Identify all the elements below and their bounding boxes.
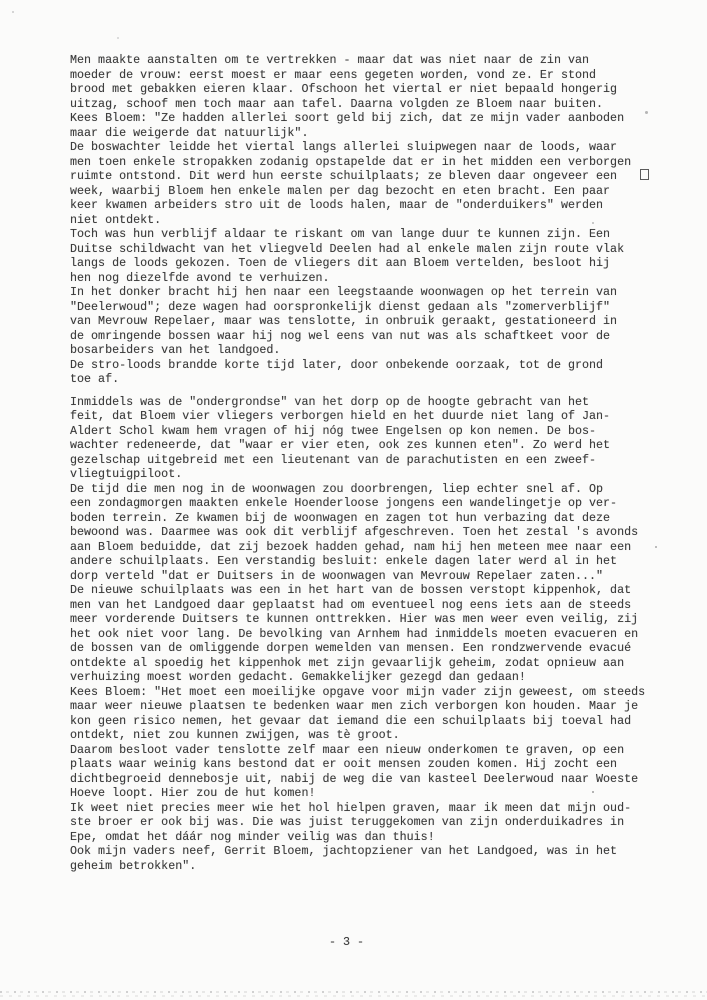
- page-number: - 3 -: [329, 935, 365, 949]
- scan-speck: [592, 222, 594, 224]
- scan-noise-line: [0, 995, 707, 997]
- scan-speck: [117, 37, 119, 39]
- paragraph: Men maakte aanstalten om te vertrekken - maar dat was niet naar de zin van moeder de vrouw: eerst moest er maar eens gegeten worden, vond ze. Er stond brood met gebakken eieren klaar. Ofschoon het viertal er niet bepaald hongerig uitzag, schoof men toch maar aan tafel. Daarna volgden ze Bloem naar buiten. Kees Bloem: "Ze hadden allerlei soort geld bij zich, dat ze mijn vader aanboden maar die weigerde dat natuurlijk".: [70, 53, 625, 140]
- scan-speck: [12, 11, 14, 13]
- paragraph: De stro-loods brandde korte tijd later, door onbekende oorzaak, tot de grond toe af.: [70, 357, 604, 386]
- paragraph: Ook mijn vaders neef, Gerrit Bloem, jachtopziener van het Landgoed, was in het geheim betrokken".: [70, 844, 618, 873]
- scan-speck: [655, 546, 657, 548]
- paragraph: De boswachter leidde het viertal langs allerlei sluipwegen naar de loods, waar men toen enkele stropakken zodanig opstapelde dat er in het midden een verborgen ruimte ontstond. Dit werd hun eerste schuilplaats; ze bleven daar ongeveer een week, waarbij Bloem hen enkele malen per dag bezocht en eten bracht. Een paar keer kwamen arbeiders stro uit de loods halen, maar de "onderduikers" werden niet ontdekt.: [70, 140, 632, 227]
- scan-noise-line: [0, 991, 707, 993]
- paragraph: Toch was hun verblijf aldaar te riskant om van lange duur te kunnen zijn. Een Duitse schildwacht van het vliegveld Deelen had al enkele malen zijn route vlak langs de loods gekozen. Toen de vliegers dit aan Bloem vertelden, besloot hij hen nog diezelfde avond te verhuizen.: [70, 227, 625, 285]
- paragraph: De tijd die men nog in de woonwagen zou doorbrengen, liep echter snel af. Op een zondagmorgen maakten enkele Hoenderloose jongens een wandelingetje op ver- boden terrein. Ze kwamen bij de woonwagen en zagen tot hun verbazing dat deze bewoond was. Daarmee was ook dit verblijf afgeschreven. Toen het zestal 's avonds aan Bloem beduidde, dat zij bezoek hadden gehad, nam hij hen meteen mee naar een andere schuilplaats. Een verstandig besluit: enkele dagen later werd al in het dorp verteld "dat er Duitsers in de woonwagen van Mevrouw Repelaer zaten...": [70, 481, 639, 583]
- scan-edge-artifact: [640, 169, 649, 180]
- scan-speck: [592, 791, 594, 793]
- paragraph: De nieuwe schuilplaats was een in het hart van de bossen verstopt kippenhok, dat men van het Landgoed daar geplaatst had om eventueel nog eens iets aan de steeds meer vorderende Duitsers te kunnen onttrekken. Hier was men weer even veilig, zij het ook niet voor lang. De bevolking van Arnhem had inmiddels moeten evacueren en de bossen van de omliggende dorpen wemelden van mensen. Een rondzwervende evacué ontdekte al spoedig het kippenhok met zijn gevaarlijk geheim, zodat opnieuw aan verhuizing moest worden gedacht. Gemakkelijker gezegd dan gedaan!: [70, 583, 639, 684]
- document-text: [70, 53, 645, 873]
- paragraph: In het donker bracht hij hen naar een leegstaande woonwagen op het terrein van "Deelerwoud"; deze wagen had oorspronkelijk dienst gedaan als "zomerverblijf" van Mevrouw Repelaer, maar was tenslotte, in onbruik geraakt, gestationeerd in de omringende bossen waar hij nog wel eens van nut was als schaftkeet voor de bosarbeiders van het landgoed.: [70, 285, 618, 357]
- paragraph: Daarom besloot vader tenslotte zelf maar een nieuw onderkomen te graven, op een plaats waar weinig kans bestond dat er ooit mensen zouden komen. Hij zocht een dichtbegroeid dennebosje uit, nabij de weg die van kasteel Deelerwoud naar Woeste Hoeve loopt. Hier zou de hut komen!: [70, 742, 639, 800]
- paragraph: Ik weet niet precies meer wie het hol hielpen graven, maar ik meen dat mijn oud- ste broer er ook bij was. Die was juist teruggekomen van zijn onderduikadres in Epe, omdat het dáár nog minder veilig was dan thuis!: [70, 800, 632, 844]
- paragraph: Kees Bloem: "Het moet een moeilijke opgave voor mijn vader zijn geweest, om steeds maar weer nieuwe plaatsen te bedenken waar men zich verborgen kon houden. Maar je kon geen risico nemen, het gevaar dat iemand die een schuilplaats bij toeval had ontdekt, niet zou kunnen zwijgen, was tè groot.: [70, 684, 646, 742]
- scan-speck: [645, 111, 648, 114]
- paragraph: Inmiddels was de "ondergrondse" van het dorp op de hoogte gebracht van het feit, dat Bloem vier vliegers verborgen hield en het duurde niet lang of Jan- Aldert Schol kwam hem vragen of hij nóg twee Engelsen op kon nemen. De bos- wachter redeneerde, dat "waar er vier eten, ook zes kunnen eten". Zo werd het gezelschap uitgebreid met een lieutenant van de parachutisten en een zweef- vliegtuigpiloot.: [70, 394, 611, 481]
